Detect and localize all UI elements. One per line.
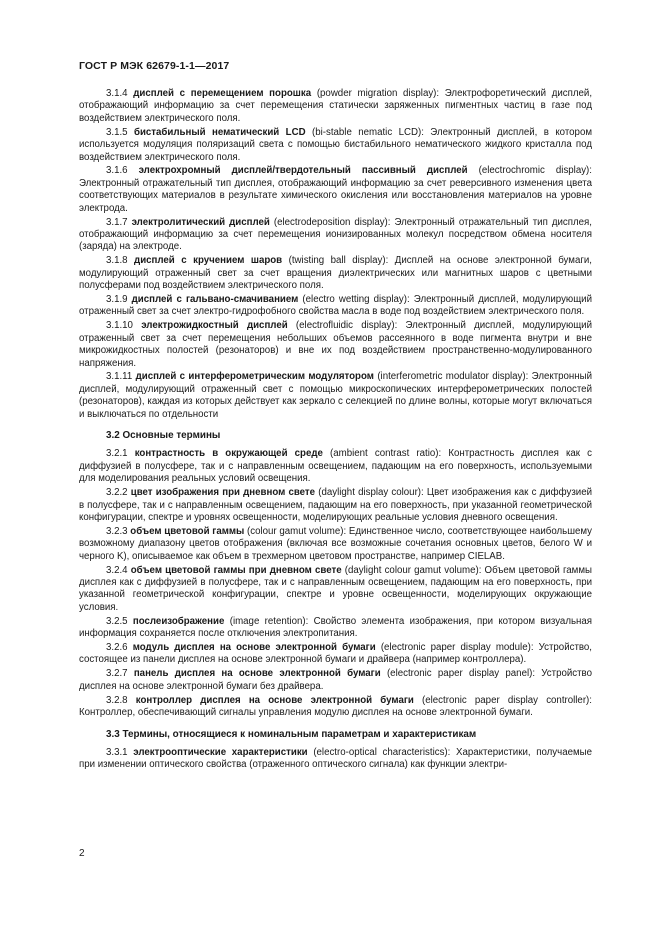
term-definition: (electrochromic display): Электронный отражательный тип дисплея, отображающий информацию за счет реверсивного изменения цвета соответствующих материалов в результате химического окисления или восстановления материалов на уровне электрода. xyxy=(79,165,592,214)
term-definition: (electronic paper display controller): Контроллер, обеспечивающий сигналы управления модулю дисплея на основе электронной бумаги. xyxy=(79,694,592,719)
term-number: 3.1.4 xyxy=(106,88,128,99)
term-number: 3.2.1 xyxy=(106,448,128,460)
term-paragraph xyxy=(79,88,592,125)
term-paragraph xyxy=(79,565,592,615)
term-definition: (daylight display colour): Цвет изображения как с диффузией в полусфере, так и с направленным освещением, падающим на его поверхность, при указанной геометрической конфигурации, спектре и уровнях освещенности, моделирующих реальные условия дневного освещения. xyxy=(79,487,592,523)
term-paragraph xyxy=(79,668,592,693)
term-paragraph xyxy=(79,320,592,370)
term-paragraph xyxy=(79,448,592,485)
term-number: 3.2.3 xyxy=(106,525,128,537)
document-header: ГОСТ Р МЭК 62679-1-1—2017 xyxy=(79,60,230,72)
term-number: 3.2.2 xyxy=(106,487,128,499)
term-name: объем цветовой гаммы при дневном свете xyxy=(130,564,342,576)
term-name: электрооптические характеристики xyxy=(133,746,308,758)
term-paragraph xyxy=(79,217,592,254)
term-paragraph xyxy=(79,642,592,667)
term-name: цвет изображения при дневном свете xyxy=(130,487,316,499)
term-name: дисплей с гальвано-смачиванием xyxy=(131,294,299,305)
term-number: 3.3.1 xyxy=(106,746,128,758)
term-definition: (electronic paper display panel): Устройство дисплея на основе электронной бумаги без драйвера. xyxy=(79,668,592,692)
terms-group-3-3 xyxy=(79,747,592,772)
term-definition: (bi-stable nematic LCD): Электронный дисплей, в котором используется модуляция поляризаций света с помощью бистабильного нематического жидкого кристалла под воздействием электрического поля. xyxy=(79,126,592,163)
term-number: 3.2.8 xyxy=(106,694,128,706)
term-definition: (electro wetting display): Электронный дисплей, модулирующий отраженный свет за счет электро-гидрофобного свойства масла в воде под воздействием электрического поля. xyxy=(79,294,592,318)
term-paragraph xyxy=(79,747,592,772)
term-name: объем цветовой гаммы xyxy=(130,525,245,537)
term-paragraph xyxy=(79,487,592,524)
term-definition: (ambient contrast ratio): Контрастность дисплея как с диффузией в полусфере, так и с направленным освещением, падающим на его поверхность, используемыми для моделирования реальных условий освещения. xyxy=(79,448,593,485)
term-definition: (powder migration display): Электрофоретический дисплей, отображающий информацию за счет перемещения статически заряженных пигментных частиц в газе под воздействием электрического поля. xyxy=(79,88,593,124)
term-definition: (electro-optical characteristics): Характеристики, получаемые при изменении оптического свойства (отраженного оптического сигнала) как функции электри- xyxy=(79,746,592,771)
term-definition: (twisting ball display): Дисплей на основе электронной бумаги, модулирующий отраженный свет за счет вращения диэлектрических или магнитных шаров с цветными полусферами под воздействием электрического поля. xyxy=(79,255,592,292)
term-number: 3.1.11 xyxy=(106,371,133,383)
term-paragraph xyxy=(79,371,592,421)
term-paragraph xyxy=(79,127,592,164)
term-name: панель дисплея на основе электронной бумаги xyxy=(133,668,381,680)
term-number: 3.1.5 xyxy=(106,126,128,138)
page-number: 2 xyxy=(79,848,85,859)
term-name: послеизображение xyxy=(132,615,225,627)
term-name: дисплей с интерферометрическим модулятором xyxy=(135,371,374,383)
term-number: 3.2.4 xyxy=(106,564,128,576)
term-number: 3.2.6 xyxy=(106,642,128,654)
term-number: 3.2.7 xyxy=(106,668,128,680)
term-definition: (colour gamut volume): Единственное число, соответствующее наибольшему возможному диапазону цветов отображения (включая все возможные сочетания основных цветов, белого W и черного K), описываемое как объем в трехмерном цветовом пространстве, например CIELAB. xyxy=(79,525,592,562)
term-name: бистабильный нематический LCD xyxy=(133,126,306,138)
term-paragraph xyxy=(79,616,592,641)
term-paragraph xyxy=(79,165,592,215)
terms-group-3-2 xyxy=(79,448,592,719)
terms-group-3-1 xyxy=(79,88,592,421)
term-number: 3.1.10 xyxy=(106,320,133,332)
term-name: дисплей с перемещением порошка xyxy=(133,88,312,99)
section-heading-3-2: 3.2 Основные термины xyxy=(106,430,221,442)
term-number: 3.1.6 xyxy=(106,165,128,177)
term-definition: (interferometric modulator display): Электронный дисплей, модулирующий отраженный свет с помощью микроскопических интерферометрических полостей (резонаторов), каждая из которых действует как зеркало с селекцией по длине волны, которые могут включаться и выключаться по отдельности xyxy=(79,371,592,420)
term-number: 3.2.5 xyxy=(106,615,128,627)
term-number: 3.1.7 xyxy=(106,216,128,228)
term-definition: (electrodeposition display): Электронный отражательный тип дисплея, отображающий информацию за счет перемещения ионизированных молекул посредством обмена носителя (заряда) на электроде. xyxy=(79,216,592,253)
term-name: электролитический дисплей xyxy=(131,216,270,228)
term-paragraph xyxy=(79,255,592,292)
term-number: 3.1.9 xyxy=(106,294,128,305)
term-name: электрожидкостный дисплей xyxy=(141,320,288,332)
term-name: модуль дисплея на основе электронной бумаги xyxy=(132,642,376,654)
document-body xyxy=(79,88,592,773)
term-definition: (electronic paper display module): Устройство, состоящее из панели дисплея на основе электронной бумаги и драйвера (например контроллера). xyxy=(79,642,593,666)
term-paragraph xyxy=(79,526,592,563)
term-name: контроллер дисплея на основе электронной бумаги xyxy=(135,694,414,706)
term-name: контрастность в окружающей среде xyxy=(134,448,323,460)
term-paragraph xyxy=(79,294,592,319)
term-definition: (daylight colour gamut volume): Объем цветовой гаммы дисплея как с диффузией в полусфере, так и с направленным освещением, падающим на его поверхность, при указанной геометрической конфигурации, спектре и уровне освещенности, моделирующих окружающие условия. xyxy=(79,564,592,613)
term-name: электрохромный дисплей/твердотельный пассивный дисплей xyxy=(138,165,468,177)
term-paragraph xyxy=(79,695,592,720)
term-number: 3.1.8 xyxy=(106,255,128,267)
term-name: дисплей с кручением шаров xyxy=(134,255,283,267)
term-definition: (image retention): Свойство элемента изображения, при котором визуальная информация сохраняется после отключения электропитания. xyxy=(79,615,592,640)
term-definition: (electrofluidic display): Электронный дисплей, модулирующий отраженный свет за счет перемещения небольших объемов рассеянного в воде пигмента внутри и вне микрожидкостных полостей (резонаторов) и вне их под воздействием пространственно-модулированного напряжения. xyxy=(79,320,593,369)
section-heading-3-3: 3.3 Термины, относящиеся к номинальным параметрам и характеристикам xyxy=(106,728,477,740)
